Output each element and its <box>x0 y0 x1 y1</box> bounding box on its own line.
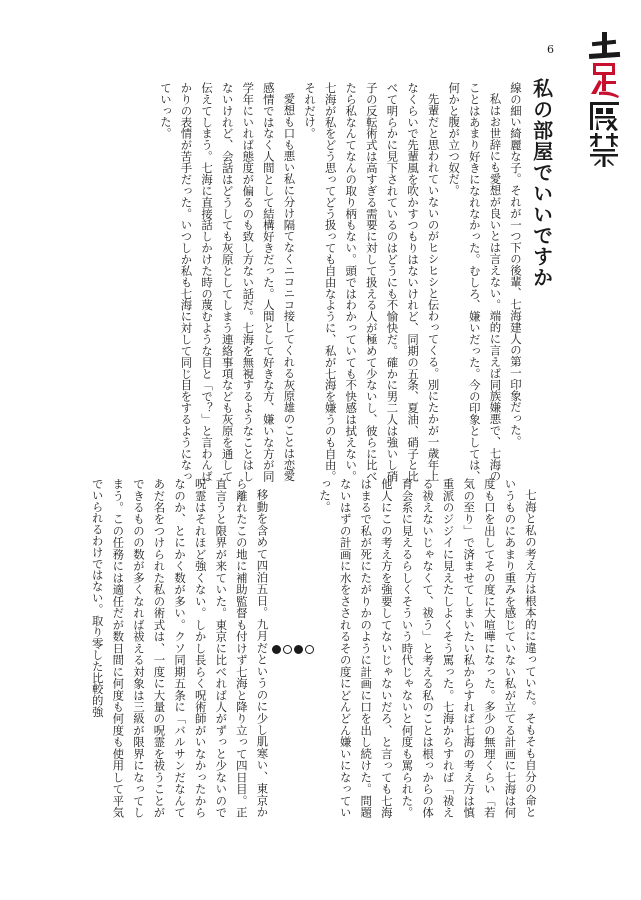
section-separator <box>272 478 314 818</box>
lower-text-block <box>87 478 541 818</box>
paragraph: 線の細い綺麗な子。それが一つ下の後輩、七海建人の第一印象だった。 <box>509 82 523 447</box>
page-title: 私の部屋でいいですか <box>529 78 554 288</box>
page-number: 6 <box>547 43 554 56</box>
paragraph: 先輩だと思われていないのがヒシヒシと伝わってくる。別にたかが一歳年上なくらいで先輩風を吹かすつもりはないけれど、同期の五条、夏油、硝子と比べて明らかに見下されているのはどうにも不愉快だ。確かに男二人は強いし硝子の反転術式は高すぎる需要に対して扱える人が極めて少ないし、彼らに比べたら私なんてなんの取り柄もない。頭ではわかっていても不快感は拭えない。七海が私をどう思ってどう扱っても自由なように、私が七海を嫌うのも自由。それだけ。 <box>303 82 441 482</box>
logo <box>587 30 621 170</box>
paragraph: 愛想も口も悪い私に分け隔てなくニコニコ接してくれる灰原雄のことは恋愛感情ではなく人間として結構好きだった。人間として好きな方、嫌いな方が同学年にいれば態度が偏るのも致し方ない話だ。七海を無視するようなことはしないけれど、会話はどうしても灰原としてしまう連絡事項なども灰原を通して伝えてしまう。七海に直接話しかけた時の蔑むような目と「で？」と言わんばかりの表情が苦手だった。いつしか私も七海に対して同じ目をするようになっていった。 <box>158 82 297 482</box>
upper-text-block <box>155 82 526 482</box>
open-circle-icon <box>305 645 314 654</box>
paragraph: 私はお世辞にも愛想が良いとは言えない。端的に言えば同族嫌悪で、七海のことはあまり好きになれなかった。むしろ、嫌いだった。今の印象としては、何かと腹が立つ奴だ。 <box>447 82 503 482</box>
open-circle-icon <box>283 645 292 654</box>
filled-circle-icon <box>294 645 303 654</box>
filled-circle-icon <box>272 645 281 654</box>
logo-calligraphy-icon <box>587 30 621 170</box>
paragraph: 移動を含めて四泊五日。九月だというのに少し肌寒い、東京から離れたこの地に補助監督も付けず七海と降り立って四日目。正直言うと限界が来ていた。東京に比べれば人がずっと少ないので呪霊はそれほど強くない。しかし長らく呪術師がいなかったからなのか、とにかく数が多い。クソ同期五条に「バルサンだなんてあだ名をつけられた私の術式は、一度に大量の呪霊を祓うことができるものの数が多くなれば祓える対象は三級が限界になってしまう。この任務には適任だが数日間に何度も何度も使用して平気でいられるわけではない。取り零した比較的強 <box>90 478 270 818</box>
paragraph: 七海と私の考え方は根本的に違っていた。そもそも自分の命というものにあまり重みを感じていない私が立てる計画に七海は何度も口を出してその度に大喧嘩になった。多少の無理くらい「若気の至り」で済ませてしまいたい私からすれば七海の考え方は慎重派のジジイに見えたしよくそう罵った。七海からすれば「祓える祓えないじゃなくて、祓う」と考える私のことは根っからの体育会系に見えるらしくそういう時代じゃないと何度も罵られた。他人にこの考え方を強要してないじゃないだろ、と言っても七海はまるで私が死にたがりかのように計画に口を出し続けた。問題ないはずの計画に水をさされるその度にどんどん嫌いになっていった。 <box>318 478 538 818</box>
